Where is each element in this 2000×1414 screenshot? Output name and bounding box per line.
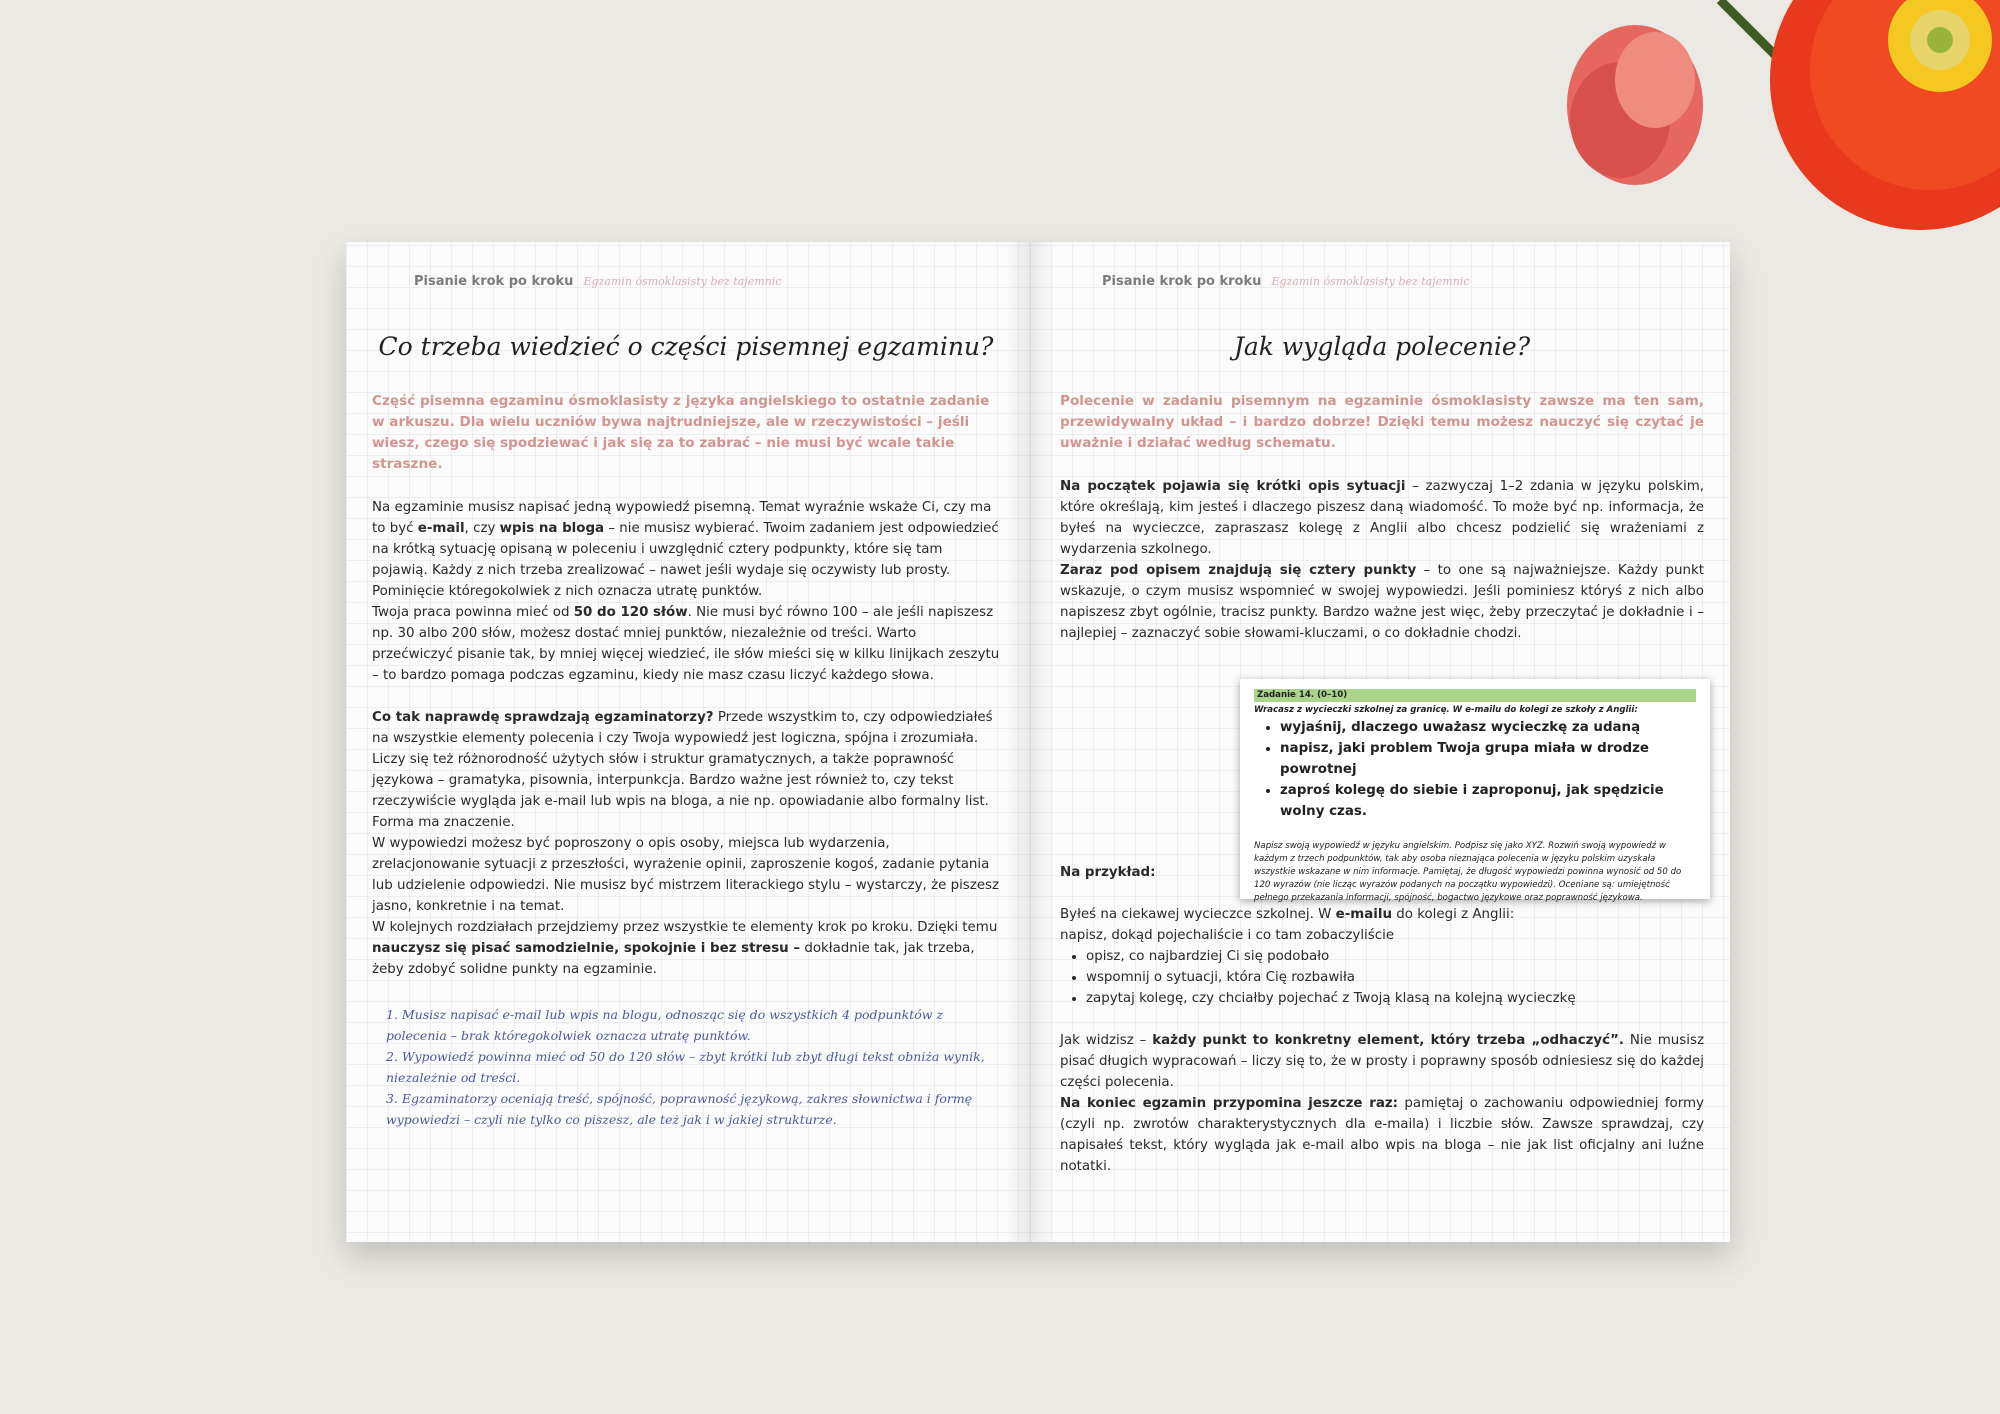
task-instructions: Napisz swoją wypowiedź w języku angielskim. Podpisz się jako XYZ. Rozwiń swoją wypowiedź w każdym z trzech podpunktów, tak aby osoba nieznająca polecenia w języku polskim uzyskała wszystkie wskazane w nim informacje. Pamiętaj, że długość wypowiedzi powinna wynosić od 50 do 120 wyrazów (nie licząc wyrazów podanych na początku wypowiedzi). Oceniane są: umiejętność pełnego przekazania informacji, spójność, bogactwo językowe oraz poprawność językowa. <box>1254 841 1682 903</box>
task-point: • zaproś kolegę do siebie i zaproponuj, jak spędzicie wolny czas. <box>1280 780 1696 822</box>
task-point: • wyjaśnij, dlaczego uważasz wycieczkę za udaną <box>1280 717 1696 738</box>
example-list <box>1086 946 1704 1009</box>
page-title: Jak wygląda polecenie? <box>1233 332 1531 361</box>
body-paragraph: W kolejnych rozdziałach przejdziemy przez wszystkie te elementy krok po kroku. Dzięki temu nauczysz się pisać samodzielnie, spokojnie i bez stresu – dokładnie tak, jak trzeba, żeby zdobyć solidne punkty na egzaminie. <box>372 920 998 977</box>
example-intro: Byłeś na ciekawej wycieczce szkolnej. W e-mailu do kolegi z Anglii: <box>1060 907 1515 922</box>
lead-paragraph: Część pisemna egzaminu ósmoklasisty z języka angielskiego to ostatnie zadanie w arkuszu. Dla wielu uczniów bywa najtrudniejsze, ale w rzeczywistości – jeśli wiesz, czego się spodziewać i jak się za to zabrać – nie musi być wcale takie straszne. <box>372 393 990 472</box>
page-title: Co trzeba wiedzieć o części pisemnej egzaminu? <box>378 332 994 361</box>
body-paragraph: W wypowiedzi możesz być poproszony o opis osoby, miejsca lub wydarzenia, zrelacjonowanie sytuacji z przeszłości, wyrażenie opinii, zaproszenie kogoś, zadanie pytania lub udzielenie odpowiedzi. Nie musisz być mistrzem literackiego stylu – wystarczy, że piszesz jasno, konkretnie i na temat. <box>372 836 1000 914</box>
body-paragraph: Na egzaminie musisz napisać jedną wypowiedź pisemną. Temat wyraźnie wskaże Ci, czy ma to być e-mail, czy wpis na bloga – nie musisz wybierać. Twoim zadaniem jest odpowiedzieć na krótką sytuację opisaną w poleceniu i uwzględnić cztery podpunkty, które się tam pojawią. Każdy z nich trzeba zrealizować – nawet jeśli wydaje się oczywisty lub prosty. Pominięcie któregokolwiek z nich oznacza utratę punktów. <box>372 500 999 599</box>
lead-paragraph: Polecenie w zadaniu pisemnym na egzaminie ósmoklasisty zawsze ma ten sam, przewidywalny układ – i bardzo dobrze! Dzięki temu możesz nauczyć się czytać je uważnie i działać według schematu. <box>1060 393 1704 451</box>
exam-task-box <box>1240 679 1710 903</box>
task-title: Zadanie 14. (0–10) <box>1254 689 1696 702</box>
list-item: • wspomnij o sytuacji, która Cię rozbawiła <box>1086 967 1704 988</box>
handwritten-note: 3. Egzaminatorzy oceniają treść, spójność, poprawność językową, zakres słownictwa i formę wypowiedzi – czyli nie tylko co piszesz, ale też jak i w jakiej strukturze. <box>386 1091 973 1127</box>
task-point: • napisz, jaki problem Twoja grupa miała w drodze powrotnej <box>1280 738 1696 780</box>
body-paragraph: Jak widzisz – każdy punkt to konkretny element, który trzeba „odhaczyć”. Nie musisz pisać długich wypracowań – liczy się to, że w prosty i poprawny sposób odniesiesz się do każdej części polecenia. <box>1060 1033 1704 1090</box>
right-page <box>1030 242 1730 1242</box>
body-paragraph: Twoja praca powinna mieć od 50 do 120 słów. Nie musi być równo 100 – ale jeśli napiszesz np. 30 albo 200 słów, możesz dostać mniej punktów, niezależnie od treści. Warto przećwiczyć pisanie tak, by mniej więcej wiedzieć, ile słów mieści się w kilku linijkach zeszytu – to bardzo pomaga podczas egzaminu, kiedy nie masz czasu liczyć każdego słowa. <box>372 605 1000 683</box>
body-paragraph: Zaraz pod opisem znajdują się cztery punkty – to one są najważniejsze. Każdy punkt wskazuje, o czym musisz wspomnieć w swojej wypowiedzi. Jeśli pominiesz któryś z nich albo napiszesz zbyt ogólnie, tracisz punkty. Bardzo ważne jest więc, żeby przeczytać je dokładnie i – najlepiej – zaznaczyć sobie słowami-kluczami, o co dokładnie chodzi. <box>1060 563 1704 641</box>
list-item: • opisz, co najbardziej Ci się podobało <box>1086 946 1704 967</box>
poppy-flowers-decoration <box>1440 0 2000 260</box>
running-header: Pisanie krok po kroku Egzamin ósmoklasisty bez tajemnic <box>1102 274 1470 289</box>
body-paragraph: Na koniec egzamin przypomina jeszcze raz: pamiętaj o zachowaniu odpowiedniej formy (czyli np. zwrotów charakterystycznych dla e-maila) i liczbie słów. Zawsze sprawdzaj, czy napisałeś tekst, który wygląda jak e-mail albo wpis na bloga – nie jak list oficjalny ani luźne notatki. <box>1060 1096 1704 1174</box>
body-paragraph: Co tak naprawdę sprawdzają egzaminatorzy? Przede wszystkim to, czy odpowiedziałeś na wszystkie elementy polecenia i czy Twoja wypowiedź jest logiczna, spójna i zrozumiała. Liczy się też różnorodność użytych słów i struktur gramatycznych, a także poprawność językowa – gramatyka, pisownia, interpunkcja. Bardzo ważne jest również to, czy tekst rzeczywiście wygląda jak e-mail lub wpis na bloga, a nie np. opowiadanie albo formalny list. Forma ma znaczenie. <box>372 710 993 830</box>
body-paragraph: Na początek pojawia się krótki opis sytuacji – zazwyczaj 1–2 zdania w języku polskim, które określają, kim jesteś i dlaczego piszesz daną wiadomość. To może być np. informacja, że byłeś na wycieczce, zapraszasz kolegę z Anglii albo chcesz podzielić się wrażeniami z wydarzenia szkolnego. <box>1060 479 1704 557</box>
task-intro: Wracasz z wycieczki szkolnej za granicę. W e-mailu do kolegi ze szkoły z Anglii: <box>1254 705 1638 715</box>
example-label: Na przykład: <box>1060 865 1156 880</box>
list-item: • zapytaj kolegę, czy chciałby pojechać z Twoją klasą na kolejną wycieczkę <box>1086 988 1704 1009</box>
running-header: Pisanie krok po kroku Egzamin ósmoklasisty bez tajemnic <box>414 274 782 289</box>
example-line: napisz, dokąd pojechaliście i co tam zobaczyliście <box>1060 928 1395 943</box>
handwritten-notes <box>372 1004 1000 1130</box>
task-points <box>1280 717 1696 822</box>
handwritten-note: 2. Wypowiedź powinna mieć od 50 do 120 słów – zbyt krótki lub zbyt długi tekst obniża wynik, niezależnie od treści. <box>386 1049 985 1085</box>
left-page <box>346 242 1030 1242</box>
handwritten-note: 1. Musisz napisać e-mail lub wpis na blogu, odnosząc się do wszystkich 4 podpunktów z polecenia – brak któregokolwiek oznacza utratę punktów. <box>386 1007 944 1043</box>
open-booklet <box>346 242 1730 1242</box>
